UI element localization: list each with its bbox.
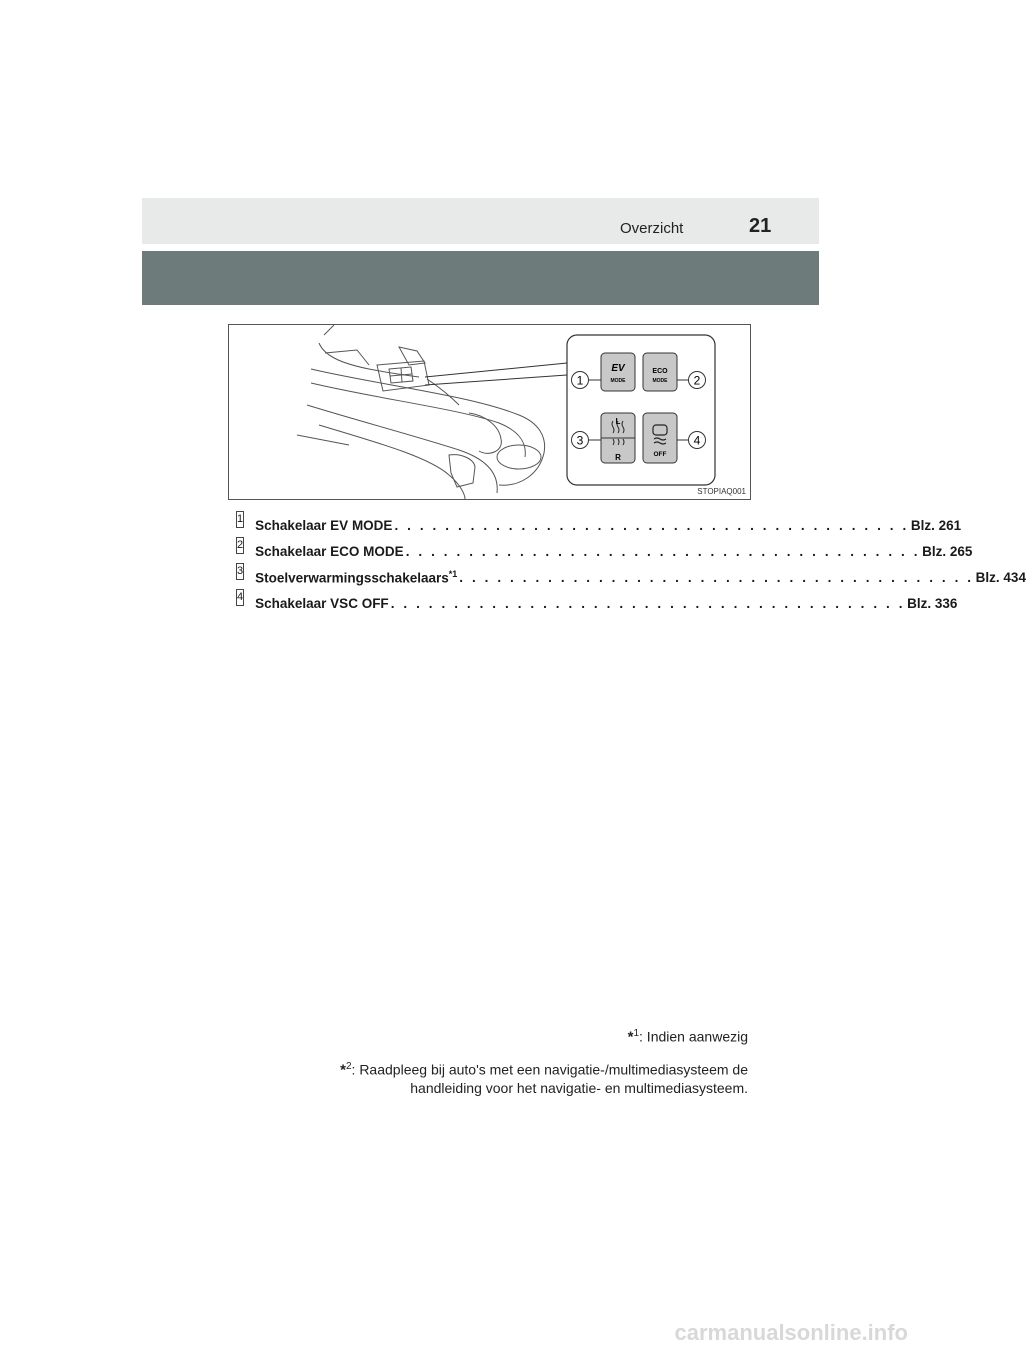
callout-2: 2 <box>693 373 701 388</box>
eco-label: ECO <box>652 368 668 375</box>
reference-list <box>236 512 1026 616</box>
eco-mode-label: MODE <box>652 378 668 384</box>
page-number: 21 <box>749 215 772 237</box>
watermark-text: carmanualsonline.info <box>674 1320 908 1345</box>
footnote-ref: *1 <box>448 568 458 579</box>
item-page-ref[interactable]: Blz. 434 <box>975 569 1026 585</box>
footnote-2: *$^2$: Raadpleeg bij auto's met een navigatie-/multimediasysteem de handleiding voor het navigatie- en multimediasysteem. <box>340 1060 748 1097</box>
footnote-1: *$^1$: Indien aanwezig <box>627 1028 748 1046</box>
header-bar <box>142 198 819 244</box>
dot-leader: . . . . . . . . . . . . . . . . . . . . . . . . . . . . . . . . . . . . . . . . . <box>459 569 974 585</box>
list-item <box>236 512 962 538</box>
item-page-ref[interactable]: Blz. 265 <box>922 543 973 559</box>
list-item <box>236 564 1026 590</box>
item-page-ref[interactable]: Blz. 336 <box>907 595 958 611</box>
section-title: Overzicht <box>620 220 684 237</box>
dot-leader: . . . . . . . . . . . . . . . . . . . . . . . . . . . . . . . . . . . . . . . . . <box>394 517 909 533</box>
item-number: 1 <box>236 511 244 528</box>
footnotes <box>228 1024 748 1108</box>
watermark <box>0 1318 960 1358</box>
seat-left-label: L <box>615 417 621 426</box>
vsc-off-label: OFF <box>653 451 667 458</box>
item-label: Schakelaar VSC OFF <box>255 595 389 611</box>
dot-leader: . . . . . . . . . . . . . . . . . . . . . . . . . . . . . . . . . . . . . . . . . <box>390 595 906 611</box>
dot-leader: . . . . . . . . . . . . . . . . . . . . . . . . . . . . . . . . . . . . . . . . . <box>405 543 921 559</box>
console-illustration <box>228 324 751 500</box>
callout-3: 3 <box>576 433 584 448</box>
callout-4: 4 <box>693 433 701 448</box>
item-number: 3 <box>236 563 244 580</box>
callout-1: 1 <box>576 373 584 388</box>
item-page-ref[interactable]: Blz. 261 <box>910 517 962 533</box>
item-label: Schakelaar EV MODE <box>255 517 393 533</box>
section-band <box>142 251 819 305</box>
list-item <box>236 538 973 564</box>
item-number: 4 <box>236 589 244 606</box>
ev-mode-label: MODE <box>610 378 626 384</box>
item-label: Schakelaar ECO MODE <box>255 543 404 559</box>
list-item <box>236 590 958 616</box>
seat-right-label: R <box>615 453 621 462</box>
console-drawing <box>229 325 750 499</box>
item-label: Stoelverwarmingsschakelaars$^{*1}$ <box>255 568 458 586</box>
figure-code: STOPIAQ001 <box>697 487 746 496</box>
ev-label: EV <box>611 363 625 374</box>
item-number: 2 <box>236 537 244 554</box>
